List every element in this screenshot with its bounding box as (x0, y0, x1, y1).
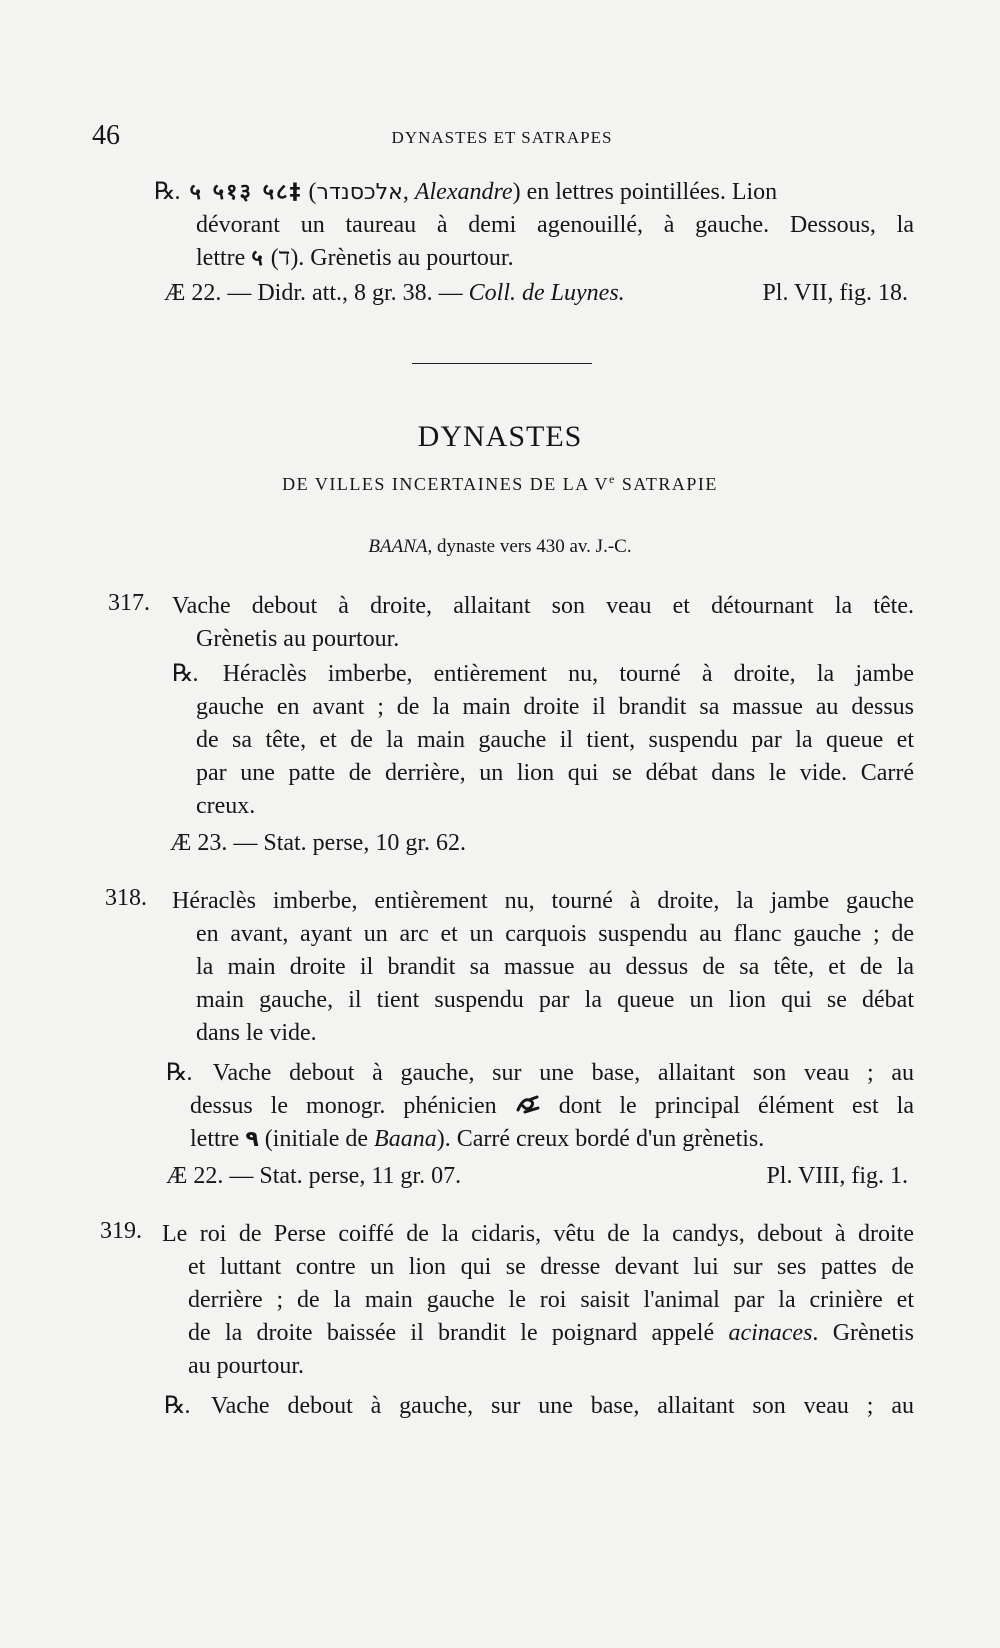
top-reverse-line-2: dévorant un taureau à demi agenouillé, à gauche. Dessous, la (196, 212, 914, 238)
dynast-line (0, 536, 1000, 558)
entry-318-reverse-3c: ). Carré creux bordé d'un grènetis. (436, 1126, 765, 1152)
reverse-mark: ℞. (164, 1393, 190, 1419)
entry-318-obverse-1: Héraclès imberbe, entièrement nu, tourné à droite, la jambe gauche (172, 888, 914, 914)
hebrew-legend: אלכסנדר (316, 180, 403, 205)
top-line3-b: (ד). Grènetis au pourtour. (270, 245, 514, 271)
page-number: 46 (92, 120, 120, 151)
entry-317-reverse-2: gauche en avant ; de la main droite il brandit sa massue au dessus (196, 694, 914, 720)
entry-317-obverse-1: Vache debout à droite, allaitant son veau et détournant la tête. (172, 593, 914, 619)
entry-318-meta: Æ 22. — Stat. perse, 11 gr. 07. (166, 1163, 462, 1189)
alexandre-name: Alexandre (414, 179, 513, 205)
entry-319-obverse-4a: de la droite baissée il brandit le poignard appelé (188, 1320, 715, 1346)
entry-318-obverse-5: dans le vide. (196, 1020, 317, 1046)
entry-319-obverse-5: au pourtour. (188, 1353, 304, 1379)
running-head (92, 118, 912, 158)
top-meta-left: Æ 22. — Didr. att., 8 gr. 38. — (164, 280, 463, 306)
top-meta (164, 280, 625, 307)
section-title: DYNASTES (417, 420, 583, 453)
phoenician-legend: ५ ५१३ ५८‡ (189, 180, 303, 205)
top-meta-plate: Pl. VII, fig. 18. (762, 280, 908, 306)
subtitle-part-a: DE VILLES INCERTAINES DE LA V (282, 474, 609, 494)
entry-317-reverse-5: creux. (196, 793, 256, 819)
entry-319-reverse-1 (164, 1390, 914, 1423)
entry-318-reverse-3 (190, 1123, 914, 1156)
entry-318-reverse-3a: lettre (190, 1126, 240, 1152)
entry-319-obverse-1: Le roi de Perse coiffé de la cidaris, vêtu de la candys, debout à droite (162, 1221, 914, 1247)
entry-318-reverse-text-1: Vache debout à gauche, sur une base, allaitant son veau ; au (212, 1060, 914, 1086)
baana-italic: Baana (374, 1126, 437, 1152)
entry-number-319: 319. (100, 1218, 142, 1244)
beth-letter-glyph: ٩ (245, 1127, 259, 1152)
running-title: DYNASTES ET SATRAPES (391, 128, 613, 147)
entry-318-reverse-2b: dont le principal élément est la (558, 1093, 915, 1119)
reverse-mark: ℞. (166, 1060, 192, 1086)
entry-319-obverse-2: et luttant contre un lion qui se dresse devant lui sur ses pattes de (188, 1254, 914, 1280)
section-subtitle (0, 472, 1000, 495)
entry-319-obverse-3: derrière ; de la main gauche le roi saisit l'animal par la crinière et (188, 1287, 914, 1313)
entry-318-reverse-1 (166, 1057, 914, 1090)
dynast-date: , dynaste vers 430 av. J.-C. (427, 536, 632, 557)
entry-317-reverse-3: de sa tête, et de la main gauche il tient, suspendu par la queue et (196, 727, 914, 753)
dynast-name: BAANA (368, 536, 428, 557)
top-line3-a: lettre (196, 245, 246, 271)
entry-317-reverse-1 (172, 658, 914, 691)
top-meta-collection: Coll. de Luynes. (468, 280, 625, 306)
entry-318-plate: Pl. VIII, fig. 1. (766, 1163, 908, 1189)
section-divider (412, 363, 592, 364)
entry-317-meta: Æ 23. — Stat. perse, 10 gr. 62. (170, 830, 466, 856)
entry-317-reverse-4: par une patte de derrière, un lion qui se débat dans le vide. Carré (196, 760, 914, 786)
letter-glyph: ५ (251, 246, 265, 271)
entry-318-reverse-3b: (initiale de (264, 1126, 369, 1152)
entry-319-obverse-4 (188, 1317, 914, 1350)
entry-318-obverse-3: la main droite il brandit sa massue au dessus de sa tête, et de la (196, 954, 914, 980)
entry-318-reverse-2 (190, 1090, 914, 1123)
entry-319-reverse-text-1: Vache debout à gauche, sur une base, allaitant son veau ; au (210, 1393, 914, 1419)
entry-317-obverse-2: Grènetis au pourtour. (196, 626, 400, 652)
top-reverse-line-1: ℞. ५ ५१३ ५८‡ (אלכסנדר, Alexandre) en lettres pointillées. Lion (154, 176, 914, 209)
top-line1-tail: ) en lettres pointillées. Lion (512, 179, 778, 205)
entry-319-obverse-4b: . Grènetis (812, 1320, 914, 1346)
entry-318-obverse-2: en avant, ayant un arc et un carquois suspendu au flanc gauche ; de (196, 921, 914, 947)
entry-number-317: 317. (108, 590, 150, 616)
subtitle-superscript: e (608, 472, 616, 486)
entry-318-reverse-2a: dessus le monogr. phénicien (190, 1093, 497, 1119)
entry-318-obverse-4: main gauche, il tient suspendu par la queue un lion qui se débat (196, 987, 914, 1013)
reverse-mark: ℞. (154, 179, 180, 205)
entry-317-reverse-text-1: Héraclès imberbe, entièrement nu, tourné à droite, la jambe (222, 661, 915, 687)
reverse-mark: ℞. (172, 661, 198, 687)
top-reverse-line-3 (196, 242, 914, 275)
acinaces-italic: acinaces (728, 1320, 813, 1346)
subtitle-part-b: SATRAPIE (615, 474, 718, 494)
phoenician-monogram-icon (515, 1094, 541, 1116)
entry-number-318: 318. (105, 885, 147, 911)
